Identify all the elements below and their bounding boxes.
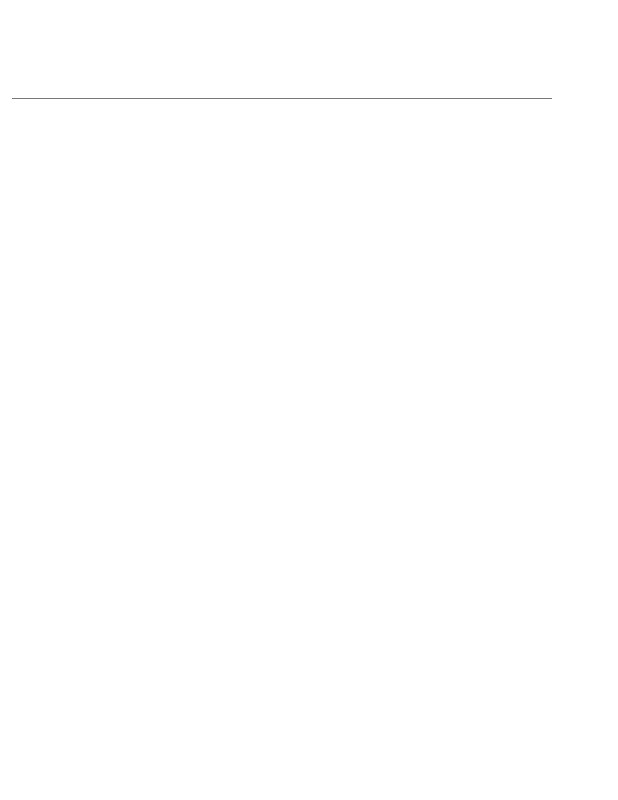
header-rule [12,98,552,99]
